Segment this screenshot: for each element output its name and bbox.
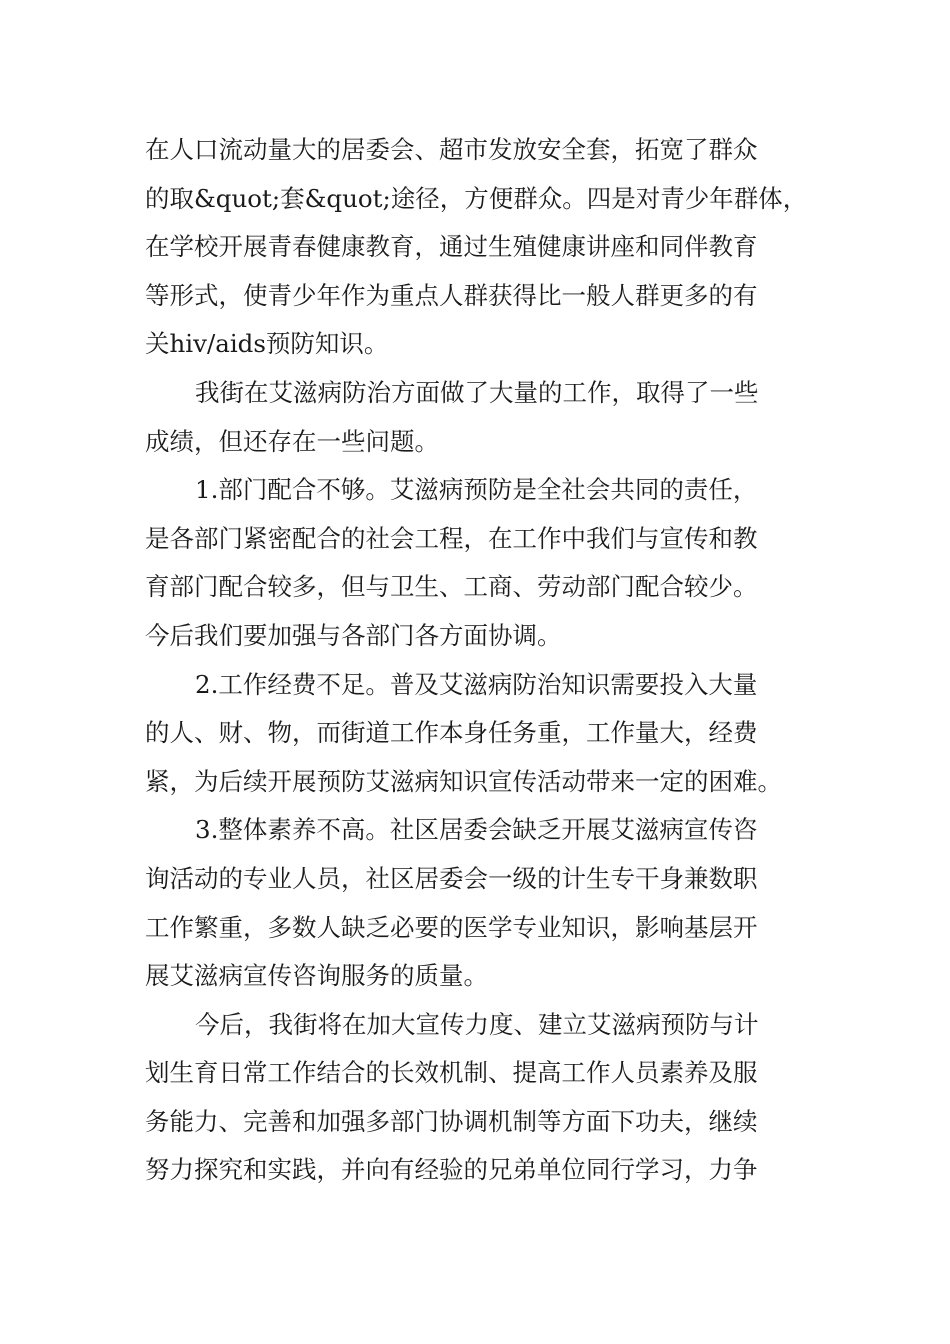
text-line: 努力探究和实践，并向有经验的兄弟单位同行学习，力争 (145, 1155, 758, 1185)
text-line: 育部门配合较多，但与卫生、工商、劳动部门配合较少。 (145, 572, 758, 602)
text-line: 等形式，使青少年作为重点人群获得比一般人群更多的有 (145, 280, 758, 310)
document-body (145, 126, 815, 1195)
paragraph-start-line: 1.部门配合不够。艾滋病预防是全社会共同的责任， (195, 475, 758, 505)
text-line: 是各部门紧密配合的社会工程，在工作中我们与宣传和教 (145, 523, 758, 553)
text-line: 的取&quot;套&quot;途径，方便群众。四是对青少年群体， (145, 183, 808, 213)
text-line: 询活动的专业人员，社区居委会一级的计生专干身兼数职 (145, 863, 758, 893)
paragraph-start-line: 今后，我街将在加大宣传力度、建立艾滋病预防与计 (195, 1009, 759, 1039)
text-line: 成绩，但还存在一些问题。 (145, 426, 439, 456)
text-line: 的人、财、物，而街道工作本身任务重，工作量大，经费 (145, 718, 758, 748)
text-line: 关hiv/aids预防知识。 (145, 329, 389, 359)
text-line: 今后我们要加强与各部门各方面协调。 (145, 620, 562, 650)
paragraph-start-line: 我街在艾滋病防治方面做了大量的工作，取得了一些 (195, 377, 759, 407)
text-line: 划生育日常工作结合的长效机制、提高工作人员素养及服 (145, 1058, 758, 1088)
paragraph-start-line: 3.整体素养不高。社区居委会缺乏开展艾滋病宣传咨 (195, 815, 758, 845)
text-line: 在人口流动量大的居委会、超市发放安全套，拓宽了群众 (145, 135, 758, 164)
paragraph-start-line: 2.工作经费不足。普及艾滋病防治知识需要投入大量 (195, 669, 758, 699)
text-line: 紧，为后续开展预防艾滋病知识宣传活动带来一定的困难。 (145, 766, 782, 796)
text-line: 展艾滋病宣传咨询服务的质量。 (145, 961, 488, 991)
text-line: 工作繁重，多数人缺乏必要的医学专业知识，影响基层开 (145, 912, 758, 942)
text-line: 在学校开展青春健康教育，通过生殖健康讲座和同伴教育 (145, 232, 758, 262)
text-line: 务能力、完善和加强多部门协调机制等方面下功夫，继续 (145, 1106, 758, 1136)
